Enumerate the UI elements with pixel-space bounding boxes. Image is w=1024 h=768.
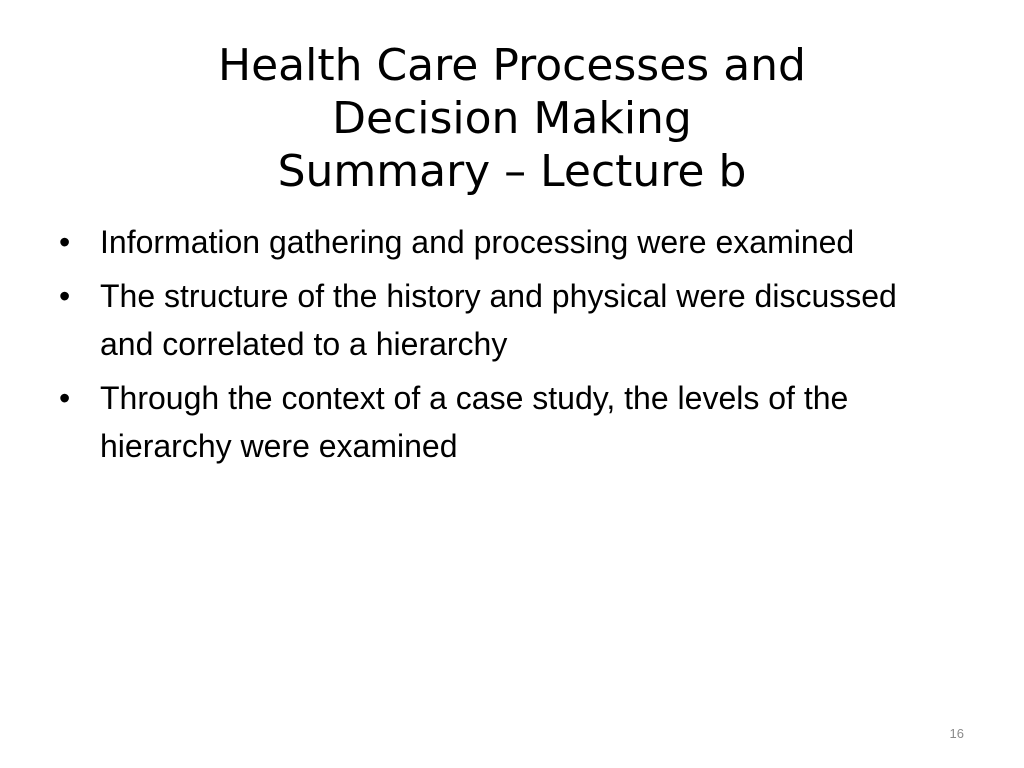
bullet-item-1 — [55, 218, 955, 266]
slide-title — [60, 39, 964, 198]
bullet-dot-icon: • — [59, 278, 71, 314]
title-line-1: Health Care Processes and — [217, 40, 806, 92]
title-line-2: Decision Making — [332, 93, 692, 145]
bullet-item-2 — [55, 272, 955, 368]
title-line-3: Summary – Lecture b — [277, 146, 747, 198]
bullet-text: Information gathering and processing were examined — [100, 224, 855, 260]
bullet-dot-icon: • — [59, 224, 71, 260]
page-number: 16 — [949, 726, 964, 741]
bullet-list — [55, 218, 955, 476]
bullet-dot-icon: • — [59, 380, 71, 416]
bullet-text: Through the context of a case study, the levels of the hierarchy were examined — [100, 380, 849, 464]
bullet-item-3 — [55, 374, 955, 470]
bullet-text: The structure of the history and physical were discussed and correlated to a hierarchy — [100, 278, 897, 362]
